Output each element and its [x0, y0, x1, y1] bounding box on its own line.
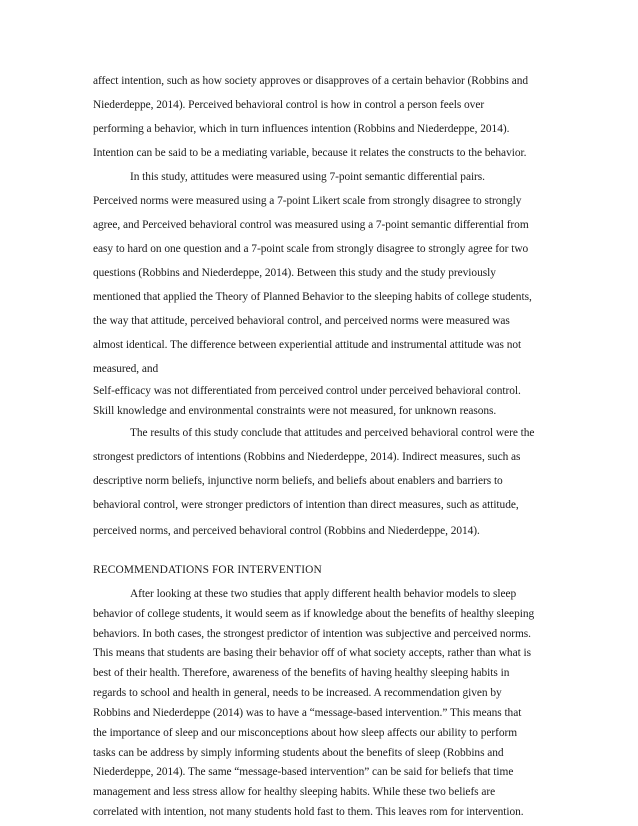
text-line: The results of this study conclude that attitudes and perceived behavioral control were the — [130, 427, 535, 439]
text-line: performing a behavior, which in turn influences intention (Robbins and Niederdeppe, 2014). — [93, 123, 510, 135]
text-line: Niederdeppe, 2014). Perceived behavioral control is how in control a person feels over — [93, 99, 485, 111]
text-line: questions (Robbins and Niederdeppe, 2014). Between this study and the study previously — [93, 267, 496, 279]
text-line: This means that students are basing their behavior off of what society accepts, rather than what is — [93, 647, 531, 659]
text-line: correlated with intention, not many students hold fast to them. This leaves rom for intervention. — [93, 806, 524, 818]
text-line: management and less stress allow for healthy sleeping habits. While these two beliefs are — [93, 786, 496, 798]
text-line: Robbins and Niederdeppe (2014) was to have a “message-based intervention.” This means that — [93, 707, 522, 719]
text-line: almost identical. The difference between experiential attitude and instrumental attitude was not — [93, 339, 522, 351]
text-line: agree, and Perceived behavioral control was measured using a 7-point semantic differential from — [93, 219, 529, 231]
text-line: Skill knowledge and environmental constraints were not measured, for unknown reasons. — [93, 405, 497, 417]
text-line: behavioral control, were stronger predictors of intention than direct measures, such as attitude, — [93, 499, 519, 511]
text-line: measured, and — [93, 363, 159, 375]
text-line: Self-efficacy was not differentiated from perceived control under perceived behavioral control. — [93, 385, 521, 397]
text-line: best of their health. Therefore, awareness of the benefits of having healthy sleeping habits in — [93, 667, 510, 679]
text-line: affect intention, such as how society approves or disapproves of a certain behavior (Robbins and — [93, 75, 528, 87]
text-line: strongest predictors of intentions (Robbins and Niederdeppe, 2014). Indirect measures, such as — [93, 451, 521, 463]
text-line: regards to school and health in general, needs to be increased. A recommendation given by — [93, 687, 502, 699]
text-line: Perceived norms were measured using a 7-point Likert scale from strongly disagree to strongly — [93, 195, 522, 207]
section-heading: RECOMMENDATIONS FOR INTERVENTION — [93, 564, 322, 576]
text-line: tasks can be address by simply informing students about the benefits of sleep (Robbins and — [93, 747, 504, 759]
text-line: mentioned that applied the Theory of Planned Behavior to the sleeping habits of college students, — [93, 291, 532, 303]
text-line: behaviors. In both cases, the strongest predictor of intention was subjective and perceived norms. — [93, 628, 531, 640]
text-line: After looking at these two studies that apply different health behavior models to sleep — [130, 588, 517, 600]
text-line: easy to hard on one question and a 7-point scale from strongly disagree to strongly agree for two — [93, 243, 529, 255]
text-line: Niederdeppe, 2014). The same “message-based intervention” can be said for beliefs that time — [93, 766, 514, 778]
text-line: perceived norms, and perceived behavioral control (Robbins and Niederdeppe, 2014). — [93, 525, 480, 537]
text-line: the importance of sleep and our misconceptions about how sleep affects our ability to perform — [93, 727, 518, 739]
text-line: Intention can be said to be a mediating variable, because it relates the constructs to the behavior. — [93, 147, 527, 159]
text-line: the way that attitude, perceived behavioral control, and perceived norms were measured was — [93, 315, 510, 327]
text-line: In this study, attitudes were measured using 7-point semantic differential pairs. — [130, 171, 485, 183]
text-line: descriptive norm beliefs, injunctive norm beliefs, and beliefs about enablers and barriers to — [93, 475, 503, 487]
text-line: behavior of college students, it would seem as if knowledge about the benefits of healthy sleeping — [93, 608, 535, 620]
